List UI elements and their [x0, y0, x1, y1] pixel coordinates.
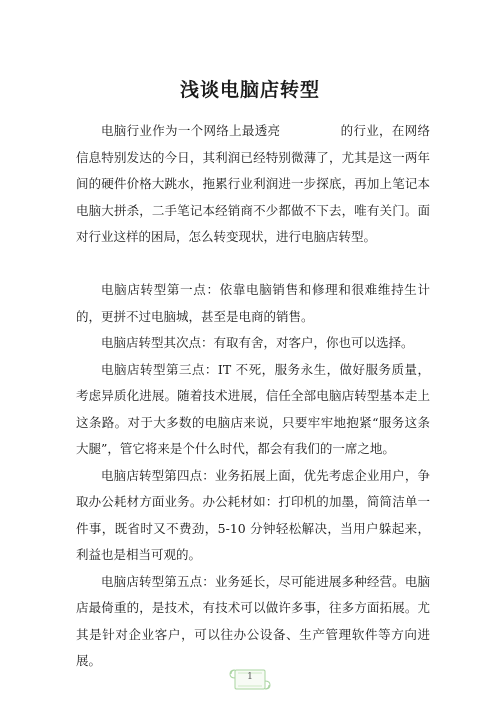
paragraph-point-4: 电脑店转型第四点：业务拓展上面，优先考虑企业用户，争取办公耗材方面业务。办公耗材如：打印机的加墨，简简洁单一件事，既省时又不费劲，5-10 分钟轻松解决，当用户躲起来，利益也是相当可观的。	[76, 467, 430, 562]
paragraph-point-2: 电脑店转型其次点：有取有舍，对客户，你也可以选择。	[101, 335, 414, 350]
paragraph-point-3: 电脑店转型第三点：IT 不死，服务永生，做好服务质量，考虑异质化进展。随着技术进展，信任全部电脑店转型基本走上这条路。对于大多数的电脑店来说，只要牢牢地抱紧“服务这条大腿”，管它将来是个什么时代，都会有我们的一席之地。	[76, 361, 430, 456]
paragraph-point-1: 电脑店转型第一点：依靠电脑销售和修理和很难维持生计的，更拼不过电脑城，甚至是电商的销售。	[76, 282, 430, 324]
document-body	[76, 118, 430, 675]
paragraph-point-5: 电脑店转型第五点：业务延长，尽可能进展多种经营。电脑店最倚重的，是技术，有技术可以做许多事，往多方面拓展。尤其是针对企业客户，可以往办公设备、生产管理软件等方向进展。	[76, 573, 430, 668]
intro-part-2: 的行业，在网络信息特别发达的今日，其利润已经特别微薄了，尤其是这一两年间的硬件价格大跳水，拖累行业利润进一步探底，再加上笔记本电脑大拼杀，二手笔记本经销商不少都做不下去，唯有关门。面对行业这样的困局，怎么转变现状，进行电脑店转型。	[76, 123, 430, 244]
page-footer	[0, 661, 500, 697]
intro-paragraph	[76, 118, 430, 251]
page-number: 1	[247, 672, 253, 682]
intro-part-1: 电脑行业作为一个网络上最透亮	[101, 123, 281, 138]
document-title: 浅谈电脑店转型	[179, 79, 320, 101]
scroll-icon	[227, 664, 273, 694]
